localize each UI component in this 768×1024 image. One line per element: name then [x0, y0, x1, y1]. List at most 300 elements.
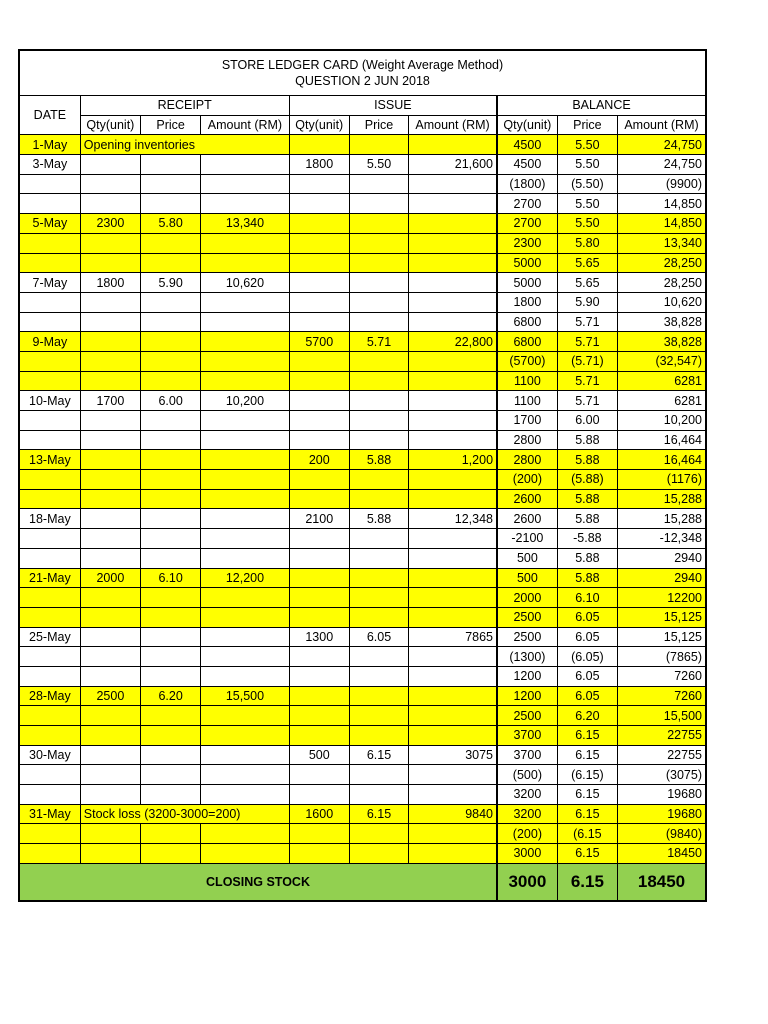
balance-amount-cell: 15,288: [618, 489, 706, 509]
issue-price-cell: [349, 706, 408, 726]
receipt-amount-cell: [201, 253, 289, 273]
balance-qty-cell: 1700: [497, 411, 557, 431]
date-cell: [19, 489, 80, 509]
balance-qty-cell: (1800): [497, 174, 557, 194]
issue-amount-cell: [409, 194, 497, 214]
issue-price-cell: [349, 174, 408, 194]
balance-price-cell: 5.88: [557, 548, 617, 568]
issue-amount-cell: [409, 371, 497, 391]
issue-price-cell: [349, 844, 408, 864]
receipt-amount-cell: [201, 470, 289, 490]
receipt-amount-cell: 15,500: [201, 686, 289, 706]
receipt-qty-cell: [80, 647, 140, 667]
balance-price-cell: (6.05): [557, 647, 617, 667]
receipt-qty-cell: [80, 745, 140, 765]
issue-qty-cell: [289, 666, 349, 686]
date-cell: [19, 588, 80, 608]
balance-price-cell: 5.88: [557, 430, 617, 450]
date-cell: 21-May: [19, 568, 80, 588]
date-header: DATE: [19, 96, 80, 135]
receipt-qty-cell: [80, 529, 140, 549]
issue-price-cell: [349, 548, 408, 568]
receipt-amount-cell: [201, 312, 289, 332]
date-cell: 3-May: [19, 155, 80, 175]
balance-qty-cell: 2600: [497, 509, 557, 529]
issue-amount-cell: 3075: [409, 745, 497, 765]
issue-qty-cell: [289, 824, 349, 844]
balance-amount-cell: 28,250: [618, 273, 706, 293]
balance-price-cell: 5.50: [557, 155, 617, 175]
balance-amount-cell: 15,500: [618, 706, 706, 726]
issue-price-cell: [349, 194, 408, 214]
date-cell: [19, 371, 80, 391]
receipt-price-cell: [141, 529, 201, 549]
table-row: [19, 233, 706, 253]
balance-amount-cell: 15,125: [618, 627, 706, 647]
balance-qty-cell: 3700: [497, 726, 557, 746]
issue-price-cell: [349, 686, 408, 706]
date-cell: [19, 666, 80, 686]
date-cell: 18-May: [19, 509, 80, 529]
issue-price-cell: [349, 607, 408, 627]
issue-price-cell: [349, 351, 408, 371]
receipt-qty-cell: [80, 765, 140, 785]
balance-qty-cell: 1200: [497, 666, 557, 686]
receipt-price-cell: 6.00: [141, 391, 201, 411]
table-row: [19, 647, 706, 667]
balance-qty-cell: 2500: [497, 607, 557, 627]
receipt-qty-cell: [80, 292, 140, 312]
receipt-price-cell: [141, 706, 201, 726]
date-cell: 9-May: [19, 332, 80, 352]
table-row: [19, 391, 706, 411]
issue-price-cell: 6.05: [349, 627, 408, 647]
issue-amount-cell: [409, 666, 497, 686]
table-row: [19, 174, 706, 194]
receipt-qty-cell: [80, 174, 140, 194]
receipt-qty-cell: 1700: [80, 391, 140, 411]
date-cell: [19, 292, 80, 312]
date-cell: [19, 411, 80, 431]
issue-price-header: Price: [349, 115, 408, 135]
receipt-price-cell: [141, 450, 201, 470]
balance-qty-cell: 2300: [497, 233, 557, 253]
date-cell: [19, 785, 80, 805]
balance-amount-cell: 15,288: [618, 509, 706, 529]
balance-price-cell: 6.15: [557, 804, 617, 824]
receipt-amount-cell: [201, 155, 289, 175]
table-row: [19, 529, 706, 549]
balance-qty-cell: 5000: [497, 273, 557, 293]
balance-amount-cell: 22755: [618, 745, 706, 765]
receipt-qty-cell: [80, 351, 140, 371]
issue-price-cell: 6.15: [349, 745, 408, 765]
table-row: [19, 135, 706, 155]
issue-amount-cell: [409, 312, 497, 332]
date-cell: 25-May: [19, 627, 80, 647]
closing-qty-cell: 3000: [497, 863, 557, 901]
balance-qty-cell: 500: [497, 548, 557, 568]
issue-amount-cell: [409, 273, 497, 293]
issue-amount-cell: [409, 568, 497, 588]
balance-qty-cell: (5700): [497, 351, 557, 371]
receipt-price-cell: [141, 411, 201, 431]
closing-price-cell: 6.15: [557, 863, 617, 901]
balance-amount-cell: 16,464: [618, 450, 706, 470]
table-row: [19, 450, 706, 470]
balance-amount-cell: 14,850: [618, 214, 706, 234]
balance-amount-cell: 10,200: [618, 411, 706, 431]
receipt-price-cell: [141, 607, 201, 627]
receipt-qty-cell: [80, 450, 140, 470]
receipt-amount-cell: [201, 607, 289, 627]
issue-amount-cell: [409, 548, 497, 568]
receipt-qty-cell: [80, 430, 140, 450]
issue-price-cell: [349, 391, 408, 411]
ledger-subtitle: QUESTION 2 JUN 2018: [295, 74, 430, 88]
balance-amount-cell: 16,464: [618, 430, 706, 450]
receipt-qty-cell: [80, 607, 140, 627]
issue-amount-cell: [409, 785, 497, 805]
issue-amount-cell: [409, 214, 497, 234]
balance-price-cell: 6.00: [557, 411, 617, 431]
issue-amount-cell: [409, 174, 497, 194]
receipt-amount-cell: [201, 411, 289, 431]
date-cell: [19, 174, 80, 194]
balance-price-cell: 6.10: [557, 588, 617, 608]
receipt-qty-cell: [80, 411, 140, 431]
issue-amount-header: Amount (RM): [409, 115, 497, 135]
balance-amount-header: Amount (RM): [618, 115, 706, 135]
date-cell: [19, 706, 80, 726]
table-row: [19, 430, 706, 450]
balance-amount-cell: (9900): [618, 174, 706, 194]
balance-qty-cell: 2500: [497, 706, 557, 726]
issue-amount-cell: [409, 351, 497, 371]
balance-qty-cell: 2800: [497, 430, 557, 450]
balance-price-cell: 6.15: [557, 726, 617, 746]
receipt-amount-cell: [201, 627, 289, 647]
issue-price-cell: [349, 765, 408, 785]
balance-price-cell: 6.15: [557, 844, 617, 864]
issue-qty-cell: [289, 785, 349, 805]
receipt-amount-cell: [201, 450, 289, 470]
balance-qty-cell: 5000: [497, 253, 557, 273]
issue-qty-cell: [289, 351, 349, 371]
date-cell: 31-May: [19, 804, 80, 824]
table-row: [19, 627, 706, 647]
issue-price-cell: [349, 273, 408, 293]
issue-header: ISSUE: [289, 96, 497, 116]
ledger-title: STORE LEDGER CARD (Weight Average Method): [221, 58, 504, 72]
receipt-amount-cell: [201, 174, 289, 194]
balance-qty-cell: 2000: [497, 588, 557, 608]
receipt-price-cell: [141, 647, 201, 667]
receipt-amount-cell: [201, 785, 289, 805]
receipt-price-cell: [141, 430, 201, 450]
receipt-amount-cell: [201, 529, 289, 549]
issue-qty-cell: [289, 548, 349, 568]
issue-price-cell: [349, 233, 408, 253]
date-cell: [19, 607, 80, 627]
date-cell: [19, 548, 80, 568]
balance-price-cell: 6.05: [557, 686, 617, 706]
receipt-price-cell: [141, 312, 201, 332]
balance-price-cell: 5.88: [557, 568, 617, 588]
receipt-qty-cell: [80, 332, 140, 352]
issue-qty-cell: [289, 430, 349, 450]
issue-amount-cell: [409, 588, 497, 608]
issue-price-cell: 5.88: [349, 450, 408, 470]
receipt-amount-cell: [201, 666, 289, 686]
table-row: [19, 332, 706, 352]
balance-qty-cell: 1200: [497, 686, 557, 706]
issue-qty-cell: 200: [289, 450, 349, 470]
receipt-qty-cell: [80, 824, 140, 844]
receipt-qty-cell: [80, 470, 140, 490]
balance-amount-cell: (9840): [618, 824, 706, 844]
balance-amount-cell: 24,750: [618, 155, 706, 175]
table-row: [19, 765, 706, 785]
issue-qty-cell: [289, 411, 349, 431]
balance-price-cell: 5.50: [557, 194, 617, 214]
date-cell: 28-May: [19, 686, 80, 706]
issue-amount-cell: [409, 489, 497, 509]
balance-price-cell: 5.65: [557, 253, 617, 273]
table-row: [19, 411, 706, 431]
table-row: [19, 588, 706, 608]
issue-qty-cell: [289, 647, 349, 667]
balance-amount-cell: 14,850: [618, 194, 706, 214]
receipt-qty-cell: [80, 844, 140, 864]
balance-price-cell: 5.71: [557, 391, 617, 411]
balance-amount-cell: (32,547): [618, 351, 706, 371]
issue-qty-cell: [289, 371, 349, 391]
receipt-price-cell: [141, 351, 201, 371]
issue-qty-cell: [289, 174, 349, 194]
receipt-amount-cell: [201, 194, 289, 214]
balance-price-cell: 5.88: [557, 489, 617, 509]
receipt-price-cell: [141, 824, 201, 844]
receipt-amount-cell: [201, 233, 289, 253]
balance-amount-cell: 22755: [618, 726, 706, 746]
issue-price-cell: [349, 312, 408, 332]
receipt-note-cell: Opening inventories: [80, 135, 289, 155]
receipt-qty-cell: 2000: [80, 568, 140, 588]
issue-qty-cell: [289, 135, 349, 155]
date-cell: 10-May: [19, 391, 80, 411]
issue-amount-cell: [409, 824, 497, 844]
table-row: [19, 568, 706, 588]
issue-amount-cell: [409, 706, 497, 726]
balance-qty-cell: 3000: [497, 844, 557, 864]
balance-price-cell: 5.71: [557, 312, 617, 332]
date-cell: [19, 529, 80, 549]
receipt-amount-cell: [201, 371, 289, 391]
issue-price-cell: [349, 470, 408, 490]
balance-qty-cell: 1800: [497, 292, 557, 312]
issue-amount-cell: 21,600: [409, 155, 497, 175]
issue-price-cell: [349, 292, 408, 312]
balance-qty-header: Qty(unit): [497, 115, 557, 135]
receipt-price-cell: [141, 745, 201, 765]
balance-price-cell: 5.71: [557, 332, 617, 352]
issue-amount-cell: [409, 292, 497, 312]
balance-price-cell: -5.88: [557, 529, 617, 549]
table-row: [19, 607, 706, 627]
receipt-price-cell: [141, 548, 201, 568]
balance-amount-cell: (7865): [618, 647, 706, 667]
balance-amount-cell: 19680: [618, 804, 706, 824]
balance-amount-cell: 38,828: [618, 332, 706, 352]
issue-price-cell: [349, 371, 408, 391]
issue-qty-cell: [289, 489, 349, 509]
date-cell: 30-May: [19, 745, 80, 765]
closing-stock-row: [19, 863, 706, 901]
receipt-header: RECEIPT: [80, 96, 289, 116]
table-row: [19, 844, 706, 864]
balance-price-cell: 6.15: [557, 785, 617, 805]
receipt-price-cell: [141, 489, 201, 509]
issue-amount-cell: [409, 726, 497, 746]
receipt-price-cell: [141, 844, 201, 864]
issue-amount-cell: [409, 607, 497, 627]
table-row: [19, 726, 706, 746]
balance-price-cell: (5.71): [557, 351, 617, 371]
table-row: [19, 273, 706, 293]
balance-price-cell: 5.80: [557, 233, 617, 253]
issue-qty-cell: [289, 607, 349, 627]
date-cell: 5-May: [19, 214, 80, 234]
receipt-qty-cell: 1800: [80, 273, 140, 293]
balance-price-cell: 6.05: [557, 627, 617, 647]
balance-price-cell: 6.15: [557, 745, 617, 765]
receipt-amount-cell: [201, 351, 289, 371]
balance-price-cell: 5.90: [557, 292, 617, 312]
date-cell: [19, 647, 80, 667]
date-cell: [19, 233, 80, 253]
table-row: [19, 155, 706, 175]
issue-price-cell: [349, 568, 408, 588]
receipt-price-cell: [141, 470, 201, 490]
balance-price-cell: 6.05: [557, 607, 617, 627]
receipt-amount-cell: [201, 745, 289, 765]
balance-amount-cell: 28,250: [618, 253, 706, 273]
issue-amount-cell: [409, 529, 497, 549]
balance-qty-cell: 1100: [497, 391, 557, 411]
table-row: [19, 214, 706, 234]
balance-qty-cell: 6800: [497, 312, 557, 332]
issue-amount-cell: 9840: [409, 804, 497, 824]
balance-price-cell: 6.20: [557, 706, 617, 726]
receipt-price-header: Price: [141, 115, 201, 135]
balance-amount-cell: 2940: [618, 568, 706, 588]
issue-qty-cell: [289, 292, 349, 312]
balance-qty-cell: 2800: [497, 450, 557, 470]
issue-price-cell: [349, 135, 408, 155]
date-cell: 7-May: [19, 273, 80, 293]
table-row: [19, 312, 706, 332]
issue-qty-cell: 1600: [289, 804, 349, 824]
balance-price-cell: 5.50: [557, 135, 617, 155]
receipt-qty-cell: [80, 312, 140, 332]
balance-amount-cell: 12200: [618, 588, 706, 608]
date-cell: [19, 351, 80, 371]
issue-qty-cell: [289, 844, 349, 864]
issue-qty-cell: [289, 253, 349, 273]
issue-qty-cell: [289, 312, 349, 332]
balance-qty-cell: 500: [497, 568, 557, 588]
table-row: [19, 745, 706, 765]
table-row: [19, 253, 706, 273]
issue-qty-cell: [289, 214, 349, 234]
table-row: [19, 548, 706, 568]
receipt-qty-cell: [80, 785, 140, 805]
receipt-amount-cell: 10,620: [201, 273, 289, 293]
receipt-amount-header: Amount (RM): [201, 115, 289, 135]
issue-amount-cell: [409, 430, 497, 450]
issue-amount-cell: [409, 470, 497, 490]
table-row: [19, 785, 706, 805]
date-cell: [19, 726, 80, 746]
issue-price-cell: [349, 666, 408, 686]
issue-qty-cell: [289, 273, 349, 293]
receipt-qty-cell: [80, 666, 140, 686]
date-cell: [19, 844, 80, 864]
receipt-price-cell: [141, 292, 201, 312]
balance-qty-cell: 2500: [497, 627, 557, 647]
issue-qty-header: Qty(unit): [289, 115, 349, 135]
receipt-price-cell: [141, 765, 201, 785]
balance-amount-cell: 2940: [618, 548, 706, 568]
balance-amount-cell: 7260: [618, 686, 706, 706]
receipt-qty-cell: [80, 155, 140, 175]
date-cell: [19, 765, 80, 785]
date-cell: [19, 194, 80, 214]
date-cell: [19, 824, 80, 844]
receipt-qty-cell: [80, 548, 140, 568]
receipt-amount-cell: [201, 824, 289, 844]
issue-price-cell: [349, 253, 408, 273]
issue-qty-cell: 2100: [289, 509, 349, 529]
receipt-amount-cell: [201, 430, 289, 450]
balance-amount-cell: 19680: [618, 785, 706, 805]
issue-amount-cell: [409, 686, 497, 706]
receipt-price-cell: 6.10: [141, 568, 201, 588]
store-ledger-table: [18, 49, 707, 902]
receipt-amount-cell: [201, 489, 289, 509]
receipt-qty-cell: [80, 706, 140, 726]
balance-qty-cell: 3700: [497, 745, 557, 765]
balance-qty-cell: 3200: [497, 785, 557, 805]
balance-qty-cell: (200): [497, 470, 557, 490]
receipt-amount-cell: [201, 292, 289, 312]
balance-amount-cell: 15,125: [618, 607, 706, 627]
date-cell: [19, 253, 80, 273]
issue-amount-cell: [409, 391, 497, 411]
balance-price-cell: 5.88: [557, 509, 617, 529]
date-cell: [19, 430, 80, 450]
receipt-qty-cell: [80, 233, 140, 253]
table-row: [19, 666, 706, 686]
receipt-price-cell: [141, 332, 201, 352]
balance-qty-cell: 3200: [497, 804, 557, 824]
receipt-price-cell: 5.90: [141, 273, 201, 293]
balance-amount-cell: (1176): [618, 470, 706, 490]
issue-qty-cell: 1800: [289, 155, 349, 175]
balance-price-cell: (5.88): [557, 470, 617, 490]
receipt-price-cell: [141, 174, 201, 194]
